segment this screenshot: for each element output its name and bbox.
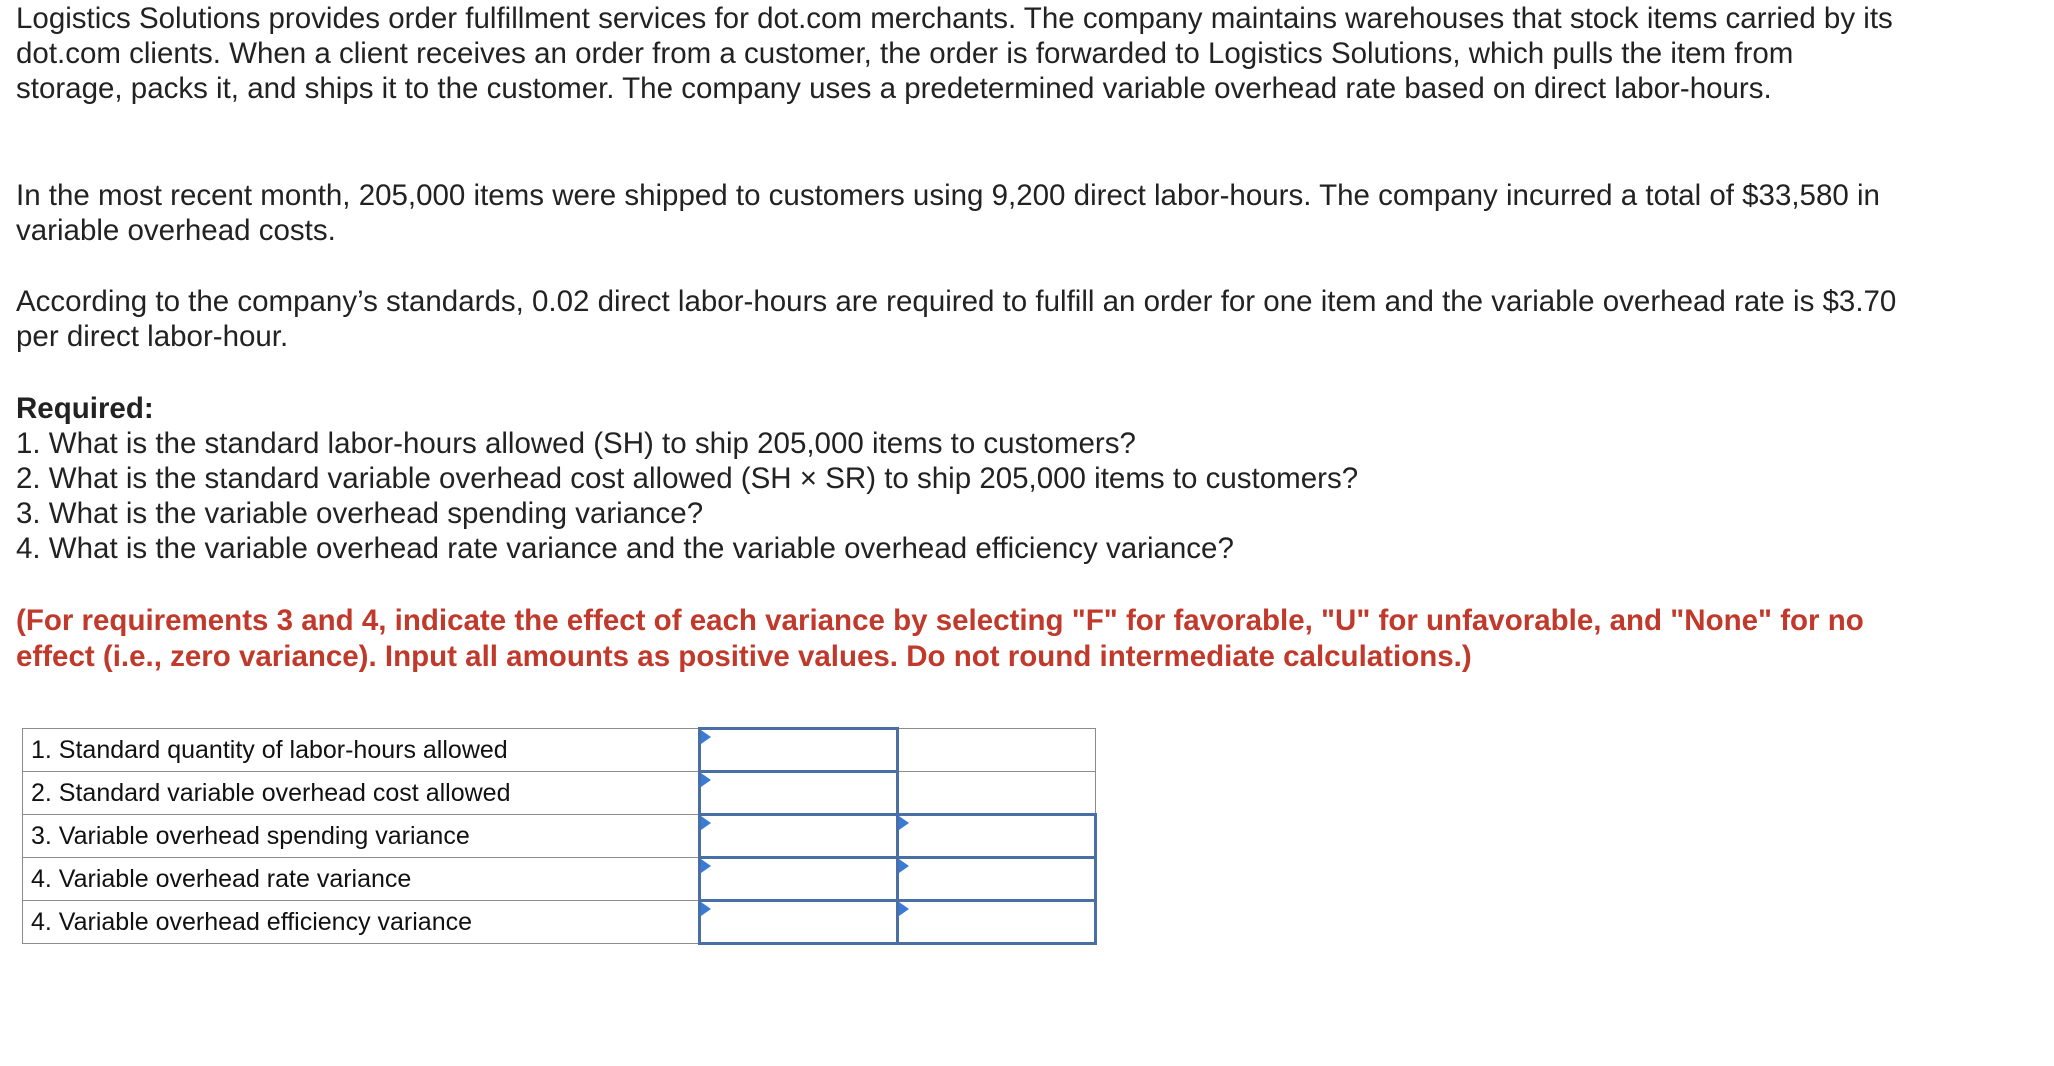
- efficiency-variance-input[interactable]: [701, 902, 896, 942]
- amount-cell: [700, 772, 898, 815]
- amount-cell: [700, 729, 898, 772]
- row-label: 1. Standard quantity of labor-hours allowed: [23, 729, 700, 772]
- amount-cell: [700, 815, 898, 858]
- problem-paragraph-1: Logistics Solutions provides order fulfillment services for dot.com merchants. The company maintains warehouses that stock items carried by its dot.com clients. When a client receives an order from a customer, the order is forwarded to Logistics Solutions, which pulls the item from storage, packs it, and ships it to the customer. The company uses a predetermined variable overhead rate based on direct labor-hours.: [16, 2, 1893, 105]
- table-row: [23, 815, 1096, 858]
- empty-cell: [898, 772, 1096, 815]
- table-row: [23, 858, 1096, 901]
- efficiency-variance-effect-select[interactable]: [899, 902, 1094, 942]
- standard-cost-input[interactable]: [701, 773, 896, 813]
- rate-variance-input[interactable]: [701, 859, 896, 899]
- row-label: 4. Variable overhead rate variance: [23, 858, 700, 901]
- required-item-3: 3. What is the variable overhead spending variance?: [16, 497, 704, 530]
- row-label: 2. Standard variable overhead cost allowed: [23, 772, 700, 815]
- spending-variance-input[interactable]: [701, 816, 896, 856]
- required-heading: Required:: [16, 392, 154, 425]
- instructions-text: (For requirements 3 and 4, indicate the effect of each variance by selecting "F" for favorable, "U" for unfavorable, and "None" for no effect (i.e., zero variance). Input all amounts as positive values. Do not round intermediate calculations.): [16, 604, 1864, 673]
- required-item-1: 1. What is the standard labor-hours allowed (SH) to ship 205,000 items to customers?: [16, 427, 1136, 460]
- spending-variance-effect-select[interactable]: [899, 816, 1094, 856]
- amount-cell: [700, 858, 898, 901]
- required-item-4: 4. What is the variable overhead rate variance and the variable overhead efficiency variance?: [16, 532, 1234, 565]
- answer-table: [22, 727, 1097, 945]
- effect-cell: [898, 858, 1096, 901]
- problem-paragraph-3: According to the company’s standards, 0.02 direct labor-hours are required to fulfill an order for one item and the variable overhead rate is $3.70 per direct labor-hour.: [16, 285, 1897, 353]
- empty-cell: [898, 729, 1096, 772]
- table-row: [23, 772, 1096, 815]
- row-label: 3. Variable overhead spending variance: [23, 815, 700, 858]
- amount-cell: [700, 901, 898, 944]
- effect-cell: [898, 901, 1096, 944]
- row-label: 4. Variable overhead efficiency variance: [23, 901, 700, 944]
- table-row: [23, 729, 1096, 772]
- table-row: [23, 901, 1096, 944]
- required-item-2: 2. What is the standard variable overhead cost allowed (SH × SR) to ship 205,000 items to customers?: [16, 462, 1359, 495]
- effect-cell: [898, 815, 1096, 858]
- required-list: [16, 426, 1358, 566]
- standard-hours-input[interactable]: [701, 730, 896, 770]
- rate-variance-effect-select[interactable]: [899, 859, 1094, 899]
- problem-paragraph-2: In the most recent month, 205,000 items were shipped to customers using 9,200 direct labor-hours. The company incurred a total of $33,580 in variable overhead costs.: [16, 179, 1880, 247]
